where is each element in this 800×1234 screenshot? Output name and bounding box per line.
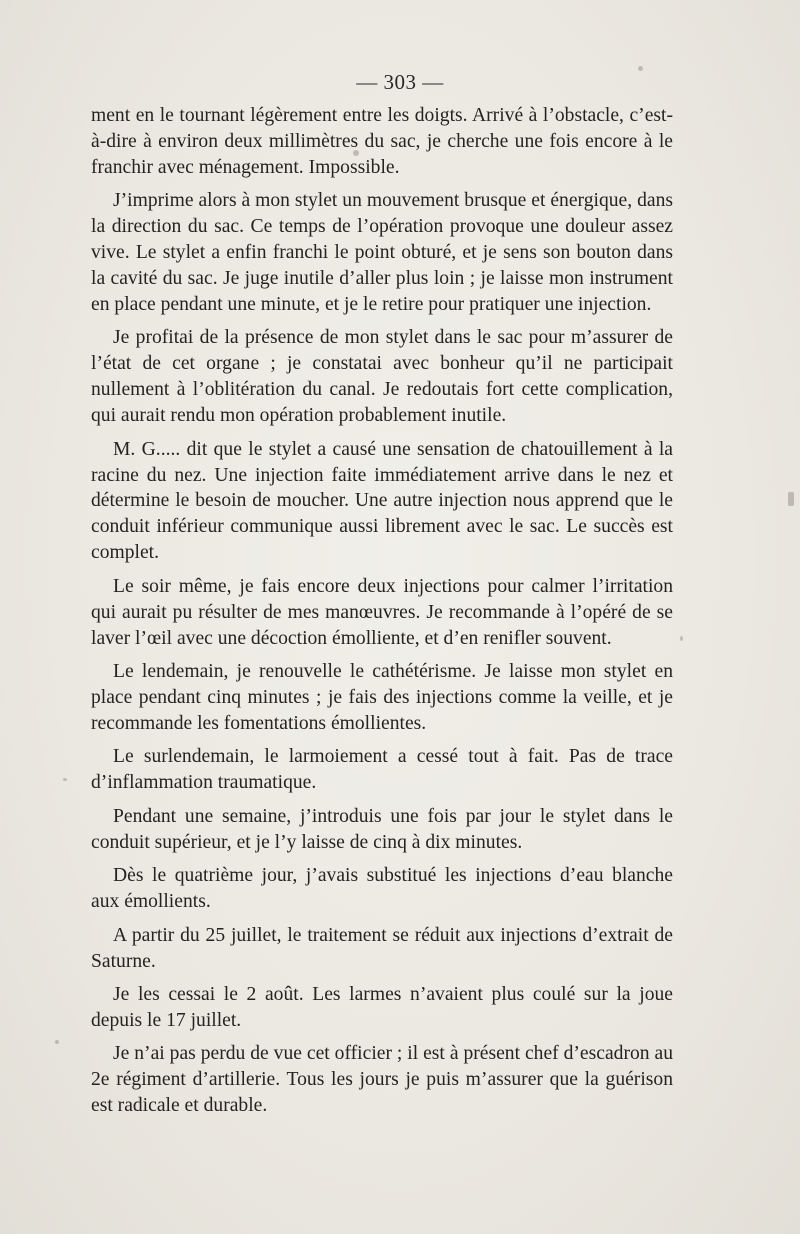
- paper-speck: [55, 1040, 59, 1044]
- paragraph-4: M. G..... dit que le stylet a causé une sensation de chatouillement à la racine du nez. Une injection faite immédiatement arrive dans le nez et détermine le besoin de moucher. Une autre injection nous apprend que le conduit inférieur communique aussi librement avec le sac. Le succès est complet.: [91, 438, 673, 564]
- paragraph-3: Je profitai de la présence de mon stylet dans le sac pour m’assurer de l’état de cet organe ; je constatai avec bonheur qu’il ne participait nullement à l’oblitération du canal. Je redoutais fort cette complication, qui aurait rendu mon opération probablement inutile.: [91, 327, 673, 427]
- paragraph-1: ment en le tournant légèrement entre les doigts. Arrivé à l’obstacle, c’est-à-dire à environ deux millimètres du sac, je cherche une fois encore à le franchir avec ménagement. Impossible.: [91, 105, 673, 178]
- paragraph-12: Je n’ai pas perdu de vue cet officier ; il est à présent chef d’escadron au 2e régiment d’artillerie. Tous les jours je puis m’assurer que la guérison est radicale et durable.: [91, 1043, 673, 1117]
- page-number: — 303 —: [356, 70, 444, 94]
- paragraph-5: Le soir même, je fais encore deux injections pour calmer l’irritation qui aurait pu résulter de mes manœuvres. Je recommande à l’opéré de se laver l’œil avec une décoction émolliente, et d’en renifler souvent.: [91, 575, 673, 649]
- body-text: [91, 103, 673, 1127]
- paper-speck: [680, 636, 683, 641]
- paragraph-2: J’imprime alors à mon stylet un mouvement brusque et énergique, dans la direction du sac. Ce temps de l’opération provoque une douleur assez vive. Le stylet a enfin franchi le point obturé, et je sens son bouton dans la cavité du sac. Je juge inutile d’aller plus loin ; je laisse mon instrument en place pendant une minute, et je le retire pour pratiquer une injection.: [91, 190, 673, 315]
- paragraph-6: Le lendemain, je renouvelle le cathétérisme. Je laisse mon stylet en place pendant cinq minutes ; je fais des injections comme la veille, et je recommande les fomentations émollientes.: [91, 661, 673, 734]
- paragraph-11: Je les cessai le 2 août. Les larmes n’avaient plus coulé sur la joue depuis le 17 juillet.: [91, 984, 673, 1031]
- paper-speck: [353, 150, 359, 156]
- paragraph-7: Le surlendemain, le larmoiement a cessé tout à fait. Pas de trace d’inflammation traumatique.: [91, 746, 673, 794]
- paragraph-10: A partir du 25 juillet, le traitement se réduit aux injections d’extrait de Saturne.: [91, 924, 673, 972]
- paper-speck: [63, 778, 67, 781]
- paper-speck: [638, 66, 643, 71]
- paragraph-9: Dès le quatrième jour, j’avais substitué les injections d’eau blanche aux émollients.: [91, 865, 673, 913]
- paragraph-8: Pendant une semaine, j’introduis une fois par jour le stylet dans le conduit supérieur, et je l’y laisse de cinq à dix minutes.: [91, 805, 673, 853]
- paper-speck: [788, 492, 794, 506]
